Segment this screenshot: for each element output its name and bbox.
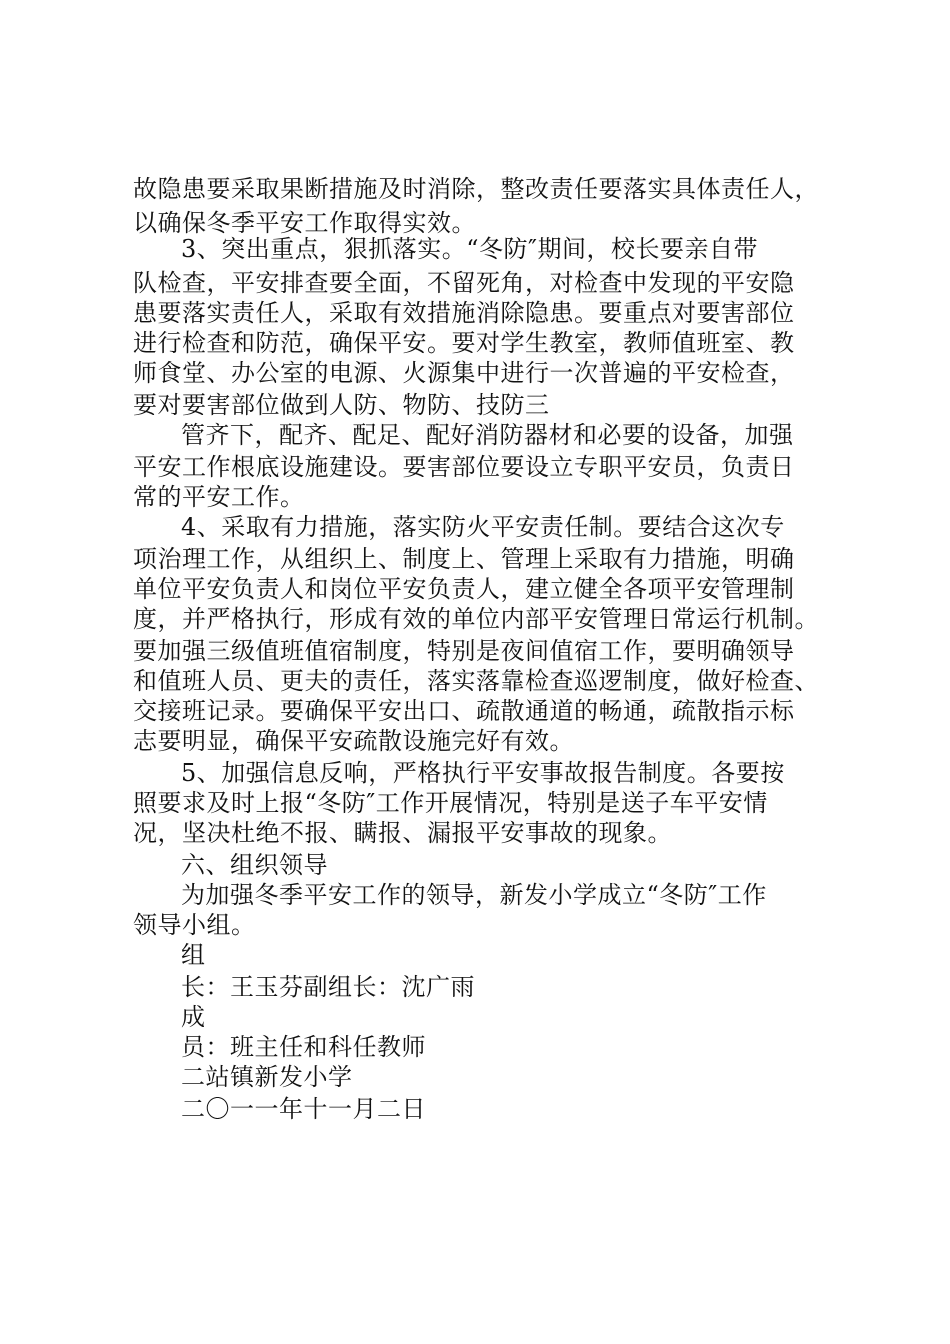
text-line: 度，并严格执行，形成有效的单位内部平安管理日常运行机制。 <box>133 605 819 633</box>
text-line: 交接班记录。要确保平安出口、疏散通道的畅通，疏散指示标 <box>133 697 795 725</box>
text-line: 管齐下，配齐、配足、配好消防器材和必要的设备，加强 <box>181 421 794 449</box>
text-line: 况，坚决杜绝不报、瞒报、漏报平安事故的现象。 <box>133 819 672 847</box>
text-line: 员：班主任和科任教师 <box>181 1033 426 1061</box>
text-line: 成 <box>181 1003 206 1031</box>
text-line: 志要明显，确保平安疏散设施完好有效。 <box>133 727 574 755</box>
text-line: 队检查，平安排查要全面，不留死角，对检查中发现的平安隐 <box>133 269 795 297</box>
text-line: 以确保冬季平安工作取得实效。 <box>133 209 476 237</box>
text-line: 要对要害部位做到人防、物防、技防三 <box>133 391 550 419</box>
text-line: 要加强三级值班值宿制度，特别是夜间值宿工作，要明确领导 <box>133 637 795 665</box>
text-line: 3、突出重点，狠抓落实。“冬防″期间，校长要亲自带 <box>181 235 759 263</box>
signature-date: 二〇一一年十一月二日 <box>181 1095 426 1123</box>
text-line: 常的平安工作。 <box>133 483 305 511</box>
text-line: 5、加强信息反响，严格执行平安事故报告制度。各要按 <box>181 759 785 787</box>
text-line: 领导小组。 <box>133 911 256 939</box>
text-line: 平安工作根底设施建设。要害部位要设立专职平安员，负责日 <box>133 453 795 481</box>
text-line: 项治理工作，从组织上、制度上、管理上采取有力措施，明确 <box>133 545 795 573</box>
text-line: 为加强冬季平安工作的领导，新发小学成立“冬防″工作 <box>181 881 767 909</box>
text-line: 照要求及时上报“冬防″工作开展情况，特别是送子车平安情 <box>133 789 768 817</box>
text-line: 进行检查和防范，确保平安。要对学生教室，教师值班室、教 <box>133 329 795 357</box>
text-line: 单位平安负责人和岗位平安负责人，建立健全各项平安管理制 <box>133 575 795 603</box>
text-line: 和值班人员、更夫的责任，落实落靠检查巡逻制度，做好检查、 <box>133 667 819 695</box>
signature-organization: 二站镇新发小学 <box>181 1063 353 1091</box>
text-line: 故隐患要采取果断措施及时消除，整改责任要落实具体责任人， <box>133 175 819 203</box>
text-line: 长：王玉芬副组长：沈广雨 <box>181 973 475 1001</box>
text-line: 师食堂、办公室的电源、火源集中进行一次普遍的平安检查， <box>133 359 795 387</box>
text-line: 组 <box>181 941 206 969</box>
text-line: 4、采取有力措施，落实防火平安责任制。要结合这次专 <box>181 513 785 541</box>
text-line: 患要落实责任人，采取有效措施消除隐患。要重点对要害部位 <box>133 299 795 327</box>
section-heading: 六、组织领导 <box>181 851 328 879</box>
